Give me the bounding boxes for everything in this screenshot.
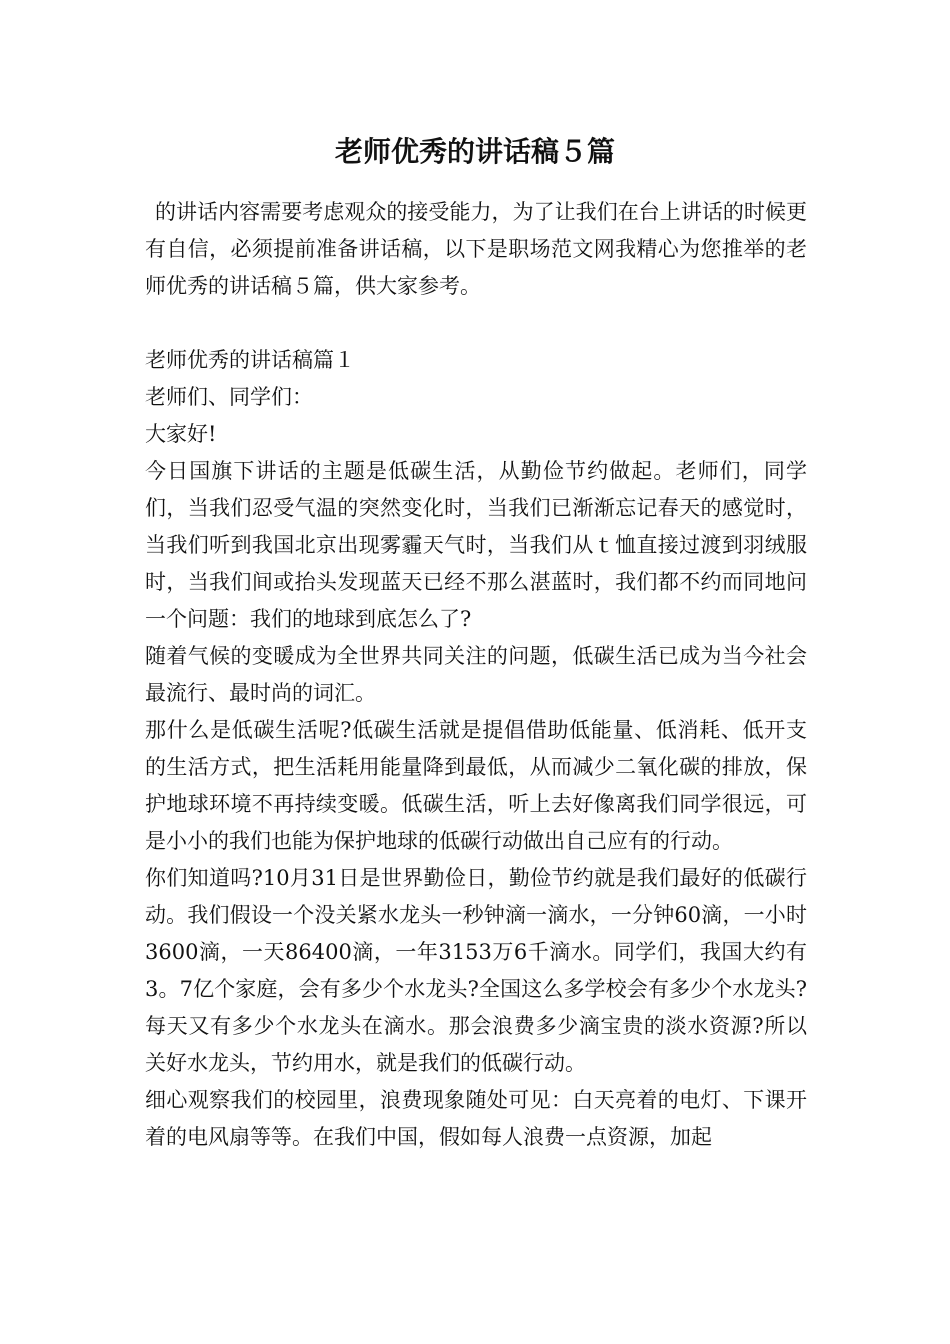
paragraph-spacer (145, 305, 807, 342)
salutation-paragraph: 老师们、同学们： (145, 385, 313, 409)
document-body (145, 194, 807, 1156)
body-paragraph: 随着气候的变暖成为全世界共同关注的问题，低碳生活已成为当今社会最流行、最时尚的词汇。 (145, 644, 807, 705)
body-paragraph: 那什么是低碳生活呢?低碳生活就是提倡借助低能量、低消耗、低开支的生活方式，把生活耗用能量降到最低，从而减少二氧化碳的排放，保护地球环境不再持续变暖。低碳生活，听上去好像离我们同学很远，可是小小的我们也能为保护地球的低碳行动做出自己应有的行动。 (145, 718, 807, 853)
section-heading: 老师优秀的讲话稿篇１ (145, 348, 355, 372)
intro-paragraph: 的讲话内容需要考虑观众的接受能力，为了让我们在台上讲话的时候更有自信，必须提前准备讲话稿，以下是职场范文网我精心为您推举的老师优秀的讲话稿５篇，供大家参考。 (145, 200, 807, 298)
body-paragraph: 今日国旗下讲话的主题是低碳生活，从勤俭节约做起。老师们，同学们，当我们忍受气温的突然变化时，当我们已渐渐忘记春天的感觉时，当我们听到我国北京出现雾霾天气时，当我们从ｔ恤直接过渡到羽绒服时，当我们间或抬头发现蓝天已经不那么湛蓝时，我们都不约而同地问一个问题：我们的地球到底怎么了? (145, 459, 807, 631)
document-title: 老师优秀的讲话稿５篇 (334, 135, 615, 168)
body-paragraph: 你们知道吗?10月31日是世界勤俭日，勤俭节约就是我们最好的低碳行动。我们假设一个没关紧水龙头一秒钟滴一滴水，一分钟60滴，一小时3600滴，一天86400滴，一年3153万6千滴水。同学们，我国大约有3。7亿个家庭，会有多少个水龙头?全国这么多学校会有多少个水龙头?每天又有多少个水龙头在滴水。那会浪费多少滴宝贵的淡水资源?所以关好水龙头，节约用水，就是我们的低碳行动。 (145, 866, 807, 1075)
greeting-paragraph: 大家好! (145, 422, 217, 446)
body-paragraph: 细心观察我们的校园里，浪费现象随处可见：白天亮着的电灯、下课开着的电风扇等等。在我们中国，假如每人浪费一点资源，加起 (145, 1088, 807, 1149)
